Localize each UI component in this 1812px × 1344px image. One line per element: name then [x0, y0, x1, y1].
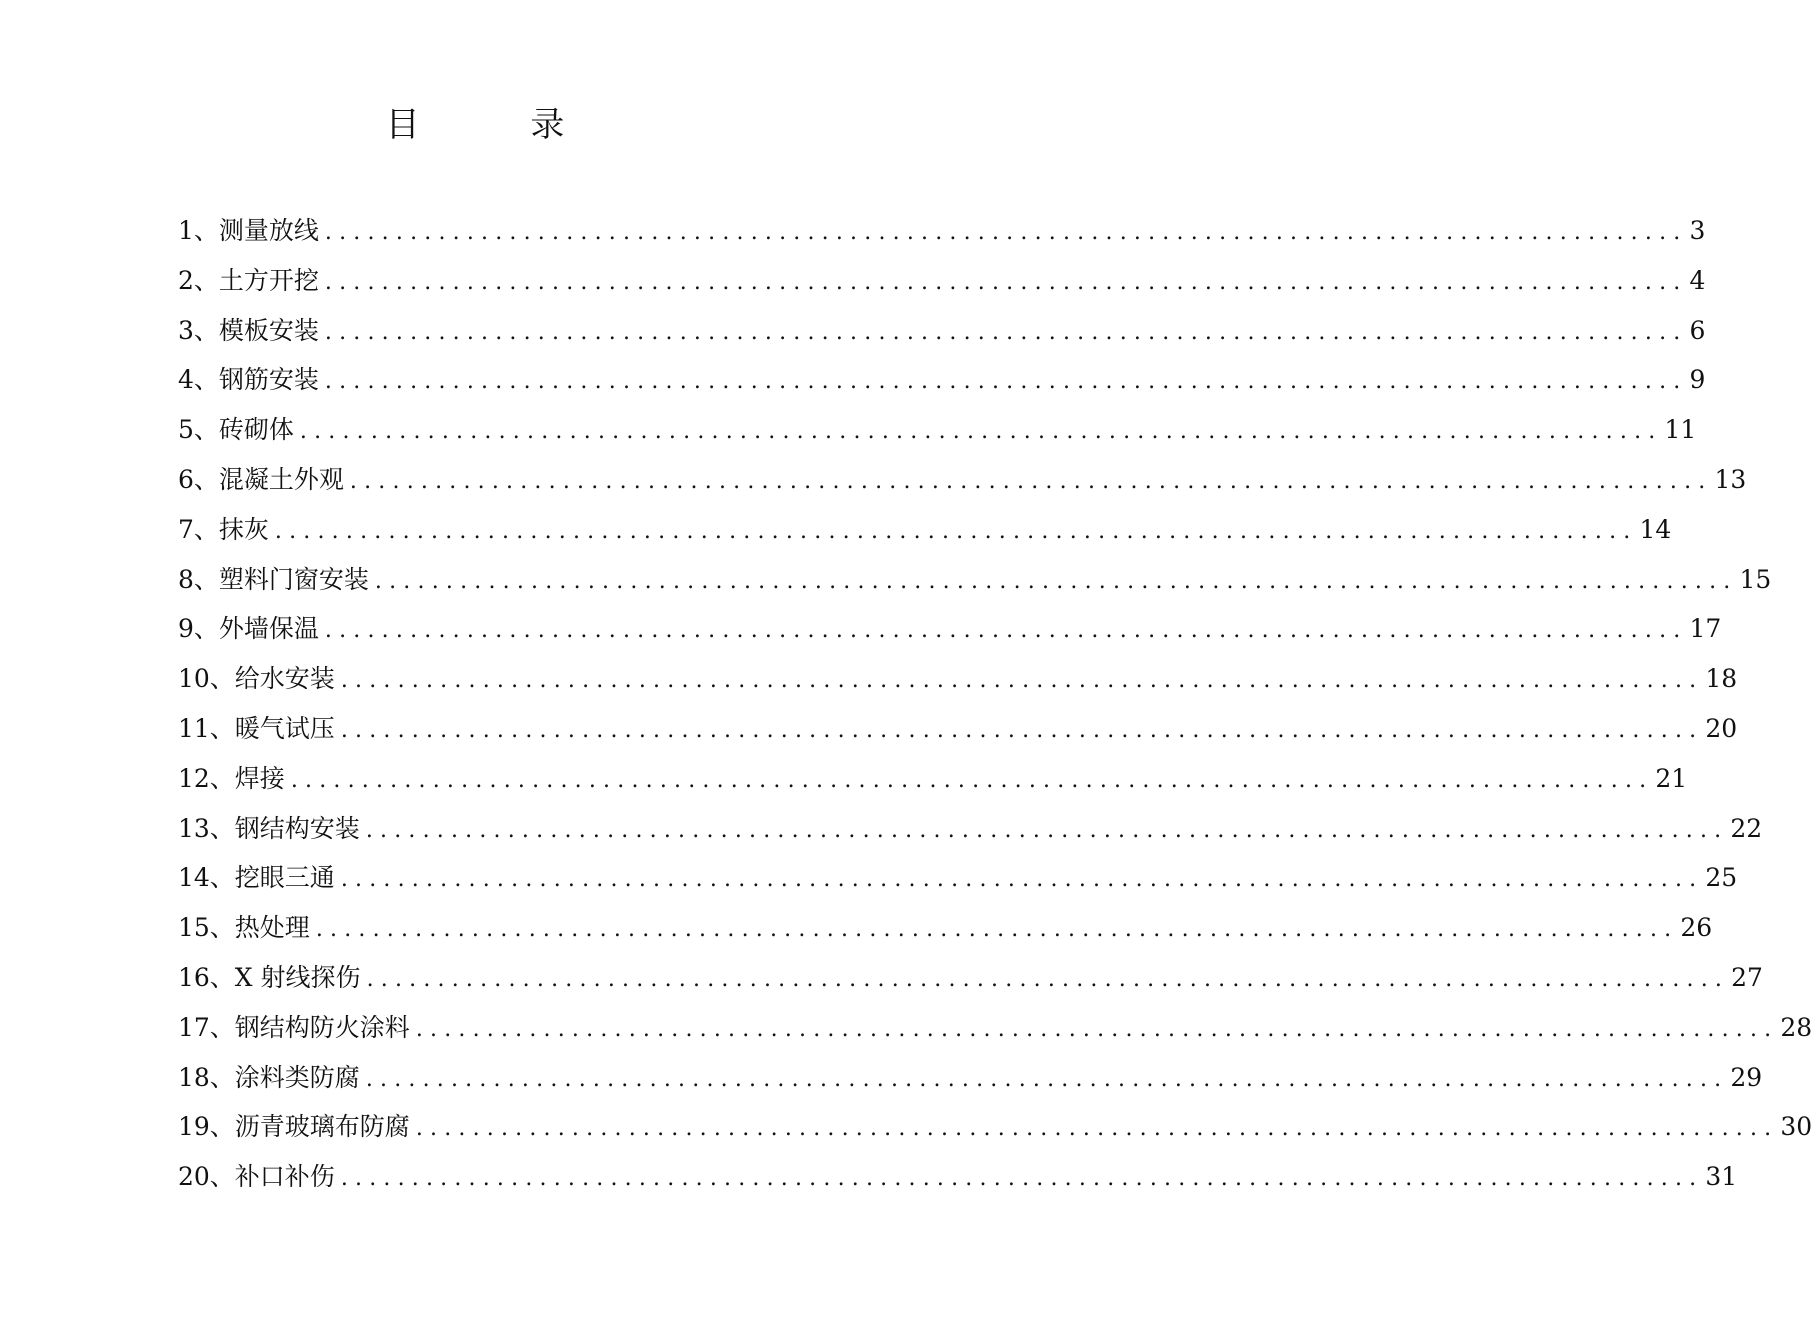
toc-entry-label: 12、焊接: [178, 763, 285, 793]
toc-dot-leader: ................................................................................................: [299, 419, 1663, 445]
toc-entry-page: 13: [1714, 464, 1747, 494]
toc-entry-label: 7、抹灰: [178, 514, 269, 544]
toc-dot-leader: ................................................................................................: [374, 568, 1738, 594]
toc-dot-leader: ................................................................................................: [324, 220, 1688, 245]
toc-entry-label: 18、涂料类防腐: [178, 1062, 360, 1092]
toc-entry: [178, 853, 1738, 903]
toc-entry-page: 14: [1639, 514, 1672, 544]
toc-entry: [178, 455, 1747, 505]
toc-list: [178, 206, 1812, 1202]
toc-entry: [178, 1152, 1738, 1202]
toc-dot-leader: ................................................................................................: [274, 518, 1638, 544]
toc-dot-leader: ................................................................................................: [340, 1166, 1704, 1192]
toc-entry-page: 22: [1730, 813, 1763, 843]
toc-entry-page: 18: [1705, 664, 1738, 694]
toc-dot-leader: ................................................................................................: [324, 269, 1688, 295]
toc-entry-page: 17: [1689, 614, 1722, 644]
toc-entry: [178, 1053, 1763, 1103]
toc-entry-label: 17、钢结构防火涂料: [178, 1012, 410, 1042]
toc-entry: [178, 206, 1706, 256]
toc-entry-page: 28: [1780, 1012, 1812, 1042]
toc-dot-leader: ................................................................................................: [324, 618, 1688, 644]
toc-entry-page: 9: [1689, 365, 1706, 395]
toc-dot-leader: ................................................................................................: [315, 917, 1679, 943]
toc-dot-leader: ................................................................................................: [365, 1066, 1729, 1092]
toc-entry-label: 1、测量放线: [178, 216, 319, 245]
toc-entry: [178, 555, 1772, 605]
toc-entry-label: 3、模板安装: [178, 315, 319, 345]
toc-dot-leader: ................................................................................................: [324, 369, 1688, 395]
toc-entry: [178, 355, 1706, 405]
page-title: 目 录: [385, 105, 615, 145]
toc-entry-page: 3: [1689, 216, 1706, 245]
toc-entry-page: 6: [1689, 315, 1706, 345]
toc-entry: [178, 505, 1672, 555]
toc-dot-leader: ................................................................................................: [340, 717, 1704, 743]
toc-dot-leader: ................................................................................................: [290, 767, 1654, 793]
toc-entry: [178, 405, 1697, 455]
toc-entry-page: 29: [1730, 1062, 1763, 1092]
toc-entry-page: 4: [1689, 265, 1706, 295]
toc-entry-page: 21: [1655, 763, 1688, 793]
toc-entry-label: 11、暖气试压: [178, 713, 335, 743]
toc-dot-leader: ................................................................................................: [415, 1116, 1779, 1142]
toc-entry-page: 31: [1705, 1162, 1738, 1192]
toc-dot-leader: ................................................................................................: [324, 319, 1688, 345]
toc-entry: [178, 903, 1713, 953]
toc-entry-label: 9、外墙保温: [178, 614, 319, 644]
toc-entry-page: 11: [1664, 415, 1697, 445]
toc-entry: [178, 654, 1738, 704]
toc-entry: [178, 804, 1763, 854]
toc-entry-label: 5、砖砌体: [178, 415, 294, 445]
toc-entry-page: 25: [1705, 863, 1738, 893]
toc-entry-label: 4、钢筋安装: [178, 365, 319, 395]
toc-dot-leader: ................................................................................................: [365, 817, 1729, 843]
toc-entry-page: 20: [1705, 713, 1738, 743]
toc-dot-leader: ................................................................................................: [340, 668, 1704, 694]
toc-entry-label: 19、沥青玻璃布防腐: [178, 1112, 410, 1142]
toc-entry: [178, 953, 1763, 1003]
toc-entry-page: 27: [1731, 962, 1763, 992]
toc-entry: [178, 754, 1688, 804]
toc-entry-label: 20、补口补伤: [178, 1162, 335, 1192]
toc-entry-page: 26: [1680, 913, 1713, 943]
toc-entry-label: 6、混凝土外观: [178, 464, 344, 494]
toc-entry-label: 13、钢结构安装: [178, 813, 360, 843]
toc-entry: [178, 1003, 1812, 1053]
toc-entry: [178, 306, 1706, 356]
toc-entry-label: 10、给水安装: [178, 664, 335, 694]
toc-entry: [178, 1102, 1812, 1152]
toc-entry-page: 15: [1739, 564, 1772, 594]
toc-entry: [178, 704, 1738, 754]
toc-entry-page: 30: [1780, 1112, 1812, 1142]
toc-entry-label: 15、热处理: [178, 913, 310, 943]
toc-dot-leader: ................................................................................................: [415, 1016, 1779, 1042]
toc-entry-label: 16、X 射线探伤: [178, 962, 361, 992]
toc-entry: [178, 256, 1706, 306]
toc-entry: [178, 604, 1722, 654]
toc-entry-label: 2、土方开挖: [178, 265, 319, 295]
toc-dot-leader: ................................................................................................: [366, 966, 1730, 992]
toc-entry-label: 14、挖眼三通: [178, 863, 335, 893]
toc-dot-leader: ................................................................................................: [340, 867, 1704, 893]
toc-dot-leader: ................................................................................................: [349, 468, 1713, 494]
toc-entry-label: 8、塑料门窗安装: [178, 564, 369, 594]
